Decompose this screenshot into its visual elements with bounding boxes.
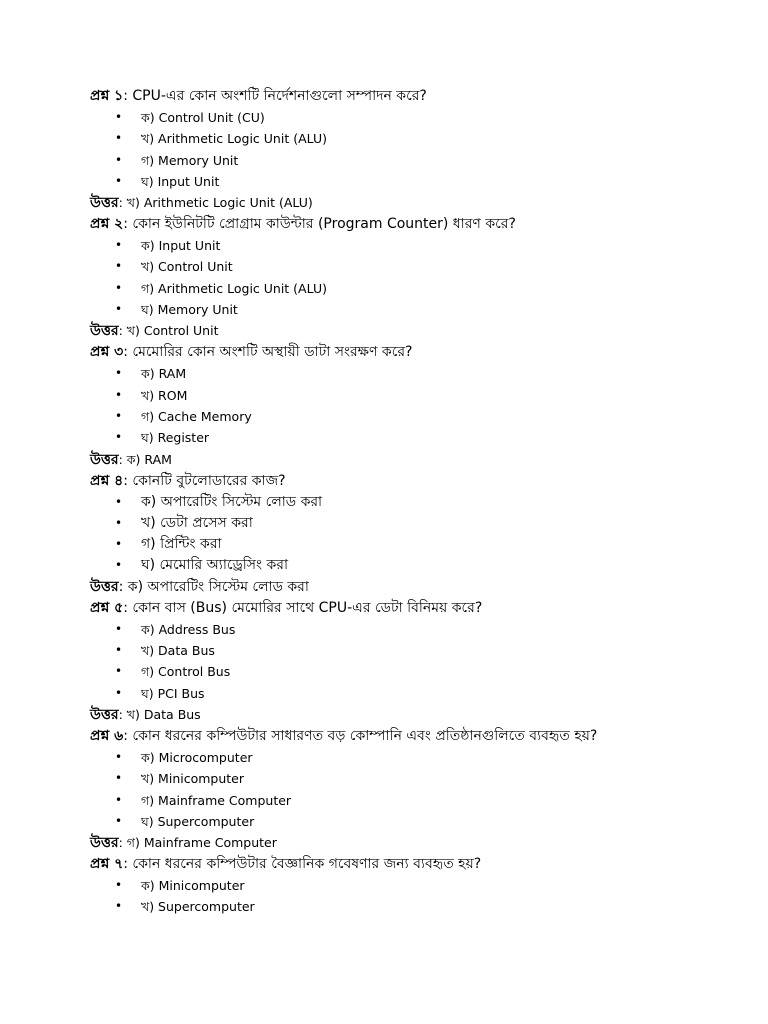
answer-label: উত্তর: [90, 195, 119, 212]
question-label: প্রশ্ন ৬: [90, 727, 124, 744]
option-item: • ক) Address Bus: [90, 619, 680, 640]
answer-text: : ক) RAM: [118, 451, 172, 467]
options-list: [90, 747, 680, 832]
answer-5: [90, 704, 680, 726]
option-item: • গ) Mainframe Computer: [90, 790, 680, 811]
option-item: • খ) Arithmetic Logic Unit (ALU): [90, 128, 680, 149]
question-block-5: [90, 598, 680, 726]
options-list: [90, 875, 680, 918]
question-block-2: [90, 214, 680, 342]
option-item: • খ) Control Unit: [90, 256, 680, 277]
options-list: [90, 492, 680, 577]
answer-text: : গ) Mainframe Computer: [118, 835, 277, 851]
question-5: [90, 598, 680, 619]
question-2: [90, 214, 680, 235]
question-block-3: [90, 342, 680, 470]
question-block-4: [90, 471, 680, 598]
option-item: • গ) Control Bus: [90, 661, 680, 682]
question-4: [90, 471, 680, 492]
option-item: • ক) Input Unit: [90, 235, 680, 256]
option-item: • ক) RAM: [90, 363, 680, 384]
option-item: • ঘ) Register: [90, 427, 680, 448]
question-label: প্রশ্ন ২: [90, 216, 124, 233]
question-text: : মেমোরির কোন অংশটি অস্থায়ী ডাটা সংরক্ষণ করে?: [123, 344, 413, 361]
question-label: প্রশ্ন ৫: [90, 599, 124, 616]
answer-text: : খ) Control Unit: [118, 323, 219, 339]
option-item: • গ) Memory Unit: [90, 150, 680, 171]
question-text: : কোনটি বুটলোডারের কাজ?: [123, 472, 286, 489]
answer-text: : খ) Data Bus: [118, 706, 201, 722]
options-list: [90, 107, 680, 192]
option-item: • ঘ) Input Unit: [90, 171, 680, 192]
options-list: [90, 235, 680, 320]
answer-3: [90, 449, 680, 471]
option-item: • ক) Minicomputer: [90, 875, 680, 896]
answer-text: : খ) Arithmetic Logic Unit (ALU): [118, 195, 313, 211]
question-text: : কোন বাস (Bus) মেমোরির সাথে CPU-এর ডেটা বিনিময় করে?: [123, 599, 483, 616]
option-item: • ঘ) PCI Bus: [90, 683, 680, 704]
option-item: • ঘ) Memory Unit: [90, 299, 680, 320]
question-block-6: [90, 726, 680, 854]
question-block-1: [90, 86, 680, 214]
answer-label: উত্তর: [90, 578, 119, 595]
option-item: • ঘ) Supercomputer: [90, 811, 680, 832]
question-block-7: [90, 854, 680, 918]
question-label: প্রশ্ন ১: [90, 88, 124, 104]
option-item: • খ) Minicomputer: [90, 768, 680, 789]
question-text: : কোন ইউনিটটি প্রোগ্রাম কাউন্টার (Program Counter) ধারণ করে?: [123, 216, 516, 233]
answer-6: [90, 832, 680, 854]
question-3: [90, 342, 680, 363]
answer-2: [90, 320, 680, 342]
option-item: • ক) Control Unit (CU): [90, 107, 680, 128]
options-list: [90, 619, 680, 704]
option-item: • ক) Microcomputer: [90, 747, 680, 768]
option-item: • গ) প্রিন্টিং করা: [90, 534, 680, 555]
question-label: প্রশ্ন ৩: [90, 344, 124, 361]
answer-label: উত্তর: [90, 835, 119, 852]
answer-text: : ক) অপারেটিং সিস্টেম লোড করা: [118, 578, 309, 595]
answer-label: উত্তর: [90, 706, 119, 723]
answer-1: [90, 192, 680, 214]
question-text: : কোন ধরনের কম্পিউটার বৈজ্ঞানিক গবেষণার জন্য ব্যবহৃত হয়?: [123, 856, 482, 873]
answer-label: উত্তর: [90, 451, 119, 468]
options-list: [90, 363, 680, 448]
option-item: • খ) ডেটা প্রসেস করা: [90, 513, 680, 534]
answer-4: [90, 577, 680, 598]
option-item: • খ) Data Bus: [90, 640, 680, 661]
question-6: [90, 726, 680, 747]
option-item: • গ) Cache Memory: [90, 406, 680, 427]
question-1: [90, 86, 680, 107]
question-7: [90, 854, 680, 875]
question-text: : কোন ধরনের কম্পিউটার সাধারণত বড় কোম্পানি এবং প্রতিষ্ঠানগুলিতে ব্যবহৃত হয়?: [123, 727, 598, 744]
option-item: • ক) অপারেটিং সিস্টেম লোড করা: [90, 492, 680, 513]
option-item: • ঘ) মেমোরি অ্যাড্রেসিং করা: [90, 555, 680, 576]
option-item: • গ) Arithmetic Logic Unit (ALU): [90, 278, 680, 299]
answer-label: উত্তর: [90, 323, 119, 340]
question-text: : CPU-এর কোন অংশটি নির্দেশনাগুলো সম্পাদন করে?: [123, 88, 427, 104]
document-body: [90, 86, 680, 918]
question-label: প্রশ্ন ৪: [90, 472, 124, 489]
option-item: • খ) ROM: [90, 385, 680, 406]
question-label: প্রশ্ন ৭: [90, 856, 124, 873]
option-item: • খ) Supercomputer: [90, 896, 680, 917]
